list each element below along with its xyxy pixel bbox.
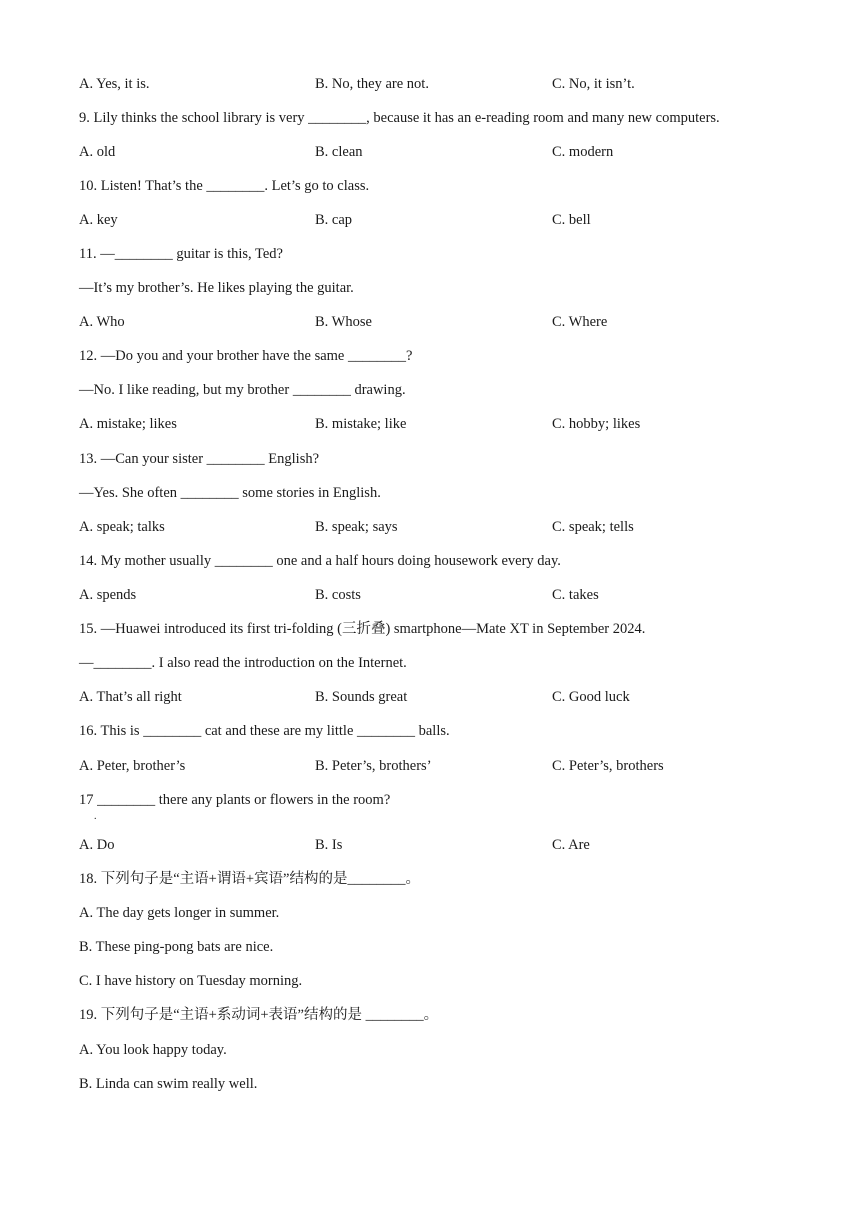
option-c: C. bell [552, 212, 591, 228]
question-8-options [79, 74, 799, 94]
question-17-stem: 17 ________ there any plants or flowers in the room? [79, 792, 391, 808]
question-15-options [79, 687, 799, 707]
question-11-response: —It’s my brother’s. He likes playing the guitar. [79, 280, 354, 296]
option-c: C. speak; tells [552, 519, 634, 535]
question-12-options [79, 414, 799, 434]
question-18-option-c: C. I have history on Tuesday morning. [79, 973, 303, 989]
option-b: B. Peter’s, brothers’ [315, 758, 432, 774]
question-16-stem: 16. This is ________ cat and these are my little ________ balls. [79, 723, 450, 739]
option-c: C. takes [552, 587, 599, 603]
option-a: A. Do [79, 837, 115, 853]
option-c: C. Peter’s, brothers [552, 758, 664, 774]
question-17-options [79, 835, 799, 855]
question-10-stem: 10. Listen! That’s the ________. Let’s go to class. [79, 178, 370, 194]
option-b: B. mistake; like [315, 416, 407, 432]
option-a: A. old [79, 144, 116, 160]
option-a: A. That’s all right [79, 689, 182, 705]
option-c: C. Good luck [552, 689, 630, 705]
option-a: A. Who [79, 314, 125, 330]
option-b: B. cap [315, 212, 353, 228]
option-b: B. Whose [315, 314, 372, 330]
question-12-stem: 12. —Do you and your brother have the same ________? [79, 348, 413, 364]
option-a: A. Peter, brother’s [79, 758, 186, 774]
question-18-option-b: B. These ping-pong bats are nice. [79, 939, 274, 955]
option-b: B. Is [315, 837, 343, 853]
question-15-response: —________. I also read the introduction on the Internet. [79, 655, 407, 671]
question-14-options [79, 585, 799, 605]
question-14-stem: 14. My mother usually ________ one and a half hours doing housework every day. [79, 553, 561, 569]
question-11-options [79, 312, 799, 332]
question-19-stem: 19. 下列句子是“主语+系动词+表语”结构的是 ________。 [79, 1007, 439, 1023]
option-b: B. speak; says [315, 519, 398, 535]
question-9-stem: 9. Lily thinks the school library is very ________, because it has an e-reading room and many new computers. [79, 110, 720, 126]
option-a: A. speak; talks [79, 519, 165, 535]
question-13-stem: 13. —Can your sister ________ English? [79, 451, 320, 467]
question-18-stem: 18. 下列句子是“主语+谓语+宾语”结构的是________。 [79, 871, 420, 887]
question-10-options [79, 210, 799, 230]
question-16-options [79, 756, 799, 776]
option-c: C. Are [552, 837, 590, 853]
question-11-stem: 11. —________ guitar is this, Ted? [79, 246, 283, 262]
option-b: B. No, they are not. [315, 76, 429, 92]
option-a: A. mistake; likes [79, 416, 177, 432]
option-b: B. clean [315, 144, 363, 160]
option-b: B. Sounds great [315, 689, 408, 705]
option-c: C. No, it isn’t. [552, 76, 635, 92]
question-13-response: —Yes. She often ________ some stories in English. [79, 485, 381, 501]
option-a: A. key [79, 212, 118, 228]
option-c: C. modern [552, 144, 614, 160]
question-19-option-b: B. Linda can swim really well. [79, 1076, 258, 1092]
option-b: B. costs [315, 587, 361, 603]
option-a: A. spends [79, 587, 137, 603]
question-17-dot: . [94, 811, 97, 822]
question-12-response: —No. I like reading, but my brother ________ drawing. [79, 382, 406, 398]
question-18-option-a: A. The day gets longer in summer. [79, 905, 280, 921]
question-15-stem: 15. —Huawei introduced its first tri-folding (三折叠) smartphone—Mate XT in September 2024. [79, 621, 646, 637]
question-19-option-a: A. You look happy today. [79, 1042, 227, 1058]
question-9-options [79, 142, 799, 162]
option-c: C. hobby; likes [552, 416, 641, 432]
option-c: C. Where [552, 314, 608, 330]
option-a: A. Yes, it is. [79, 76, 150, 92]
question-13-options [79, 517, 799, 537]
